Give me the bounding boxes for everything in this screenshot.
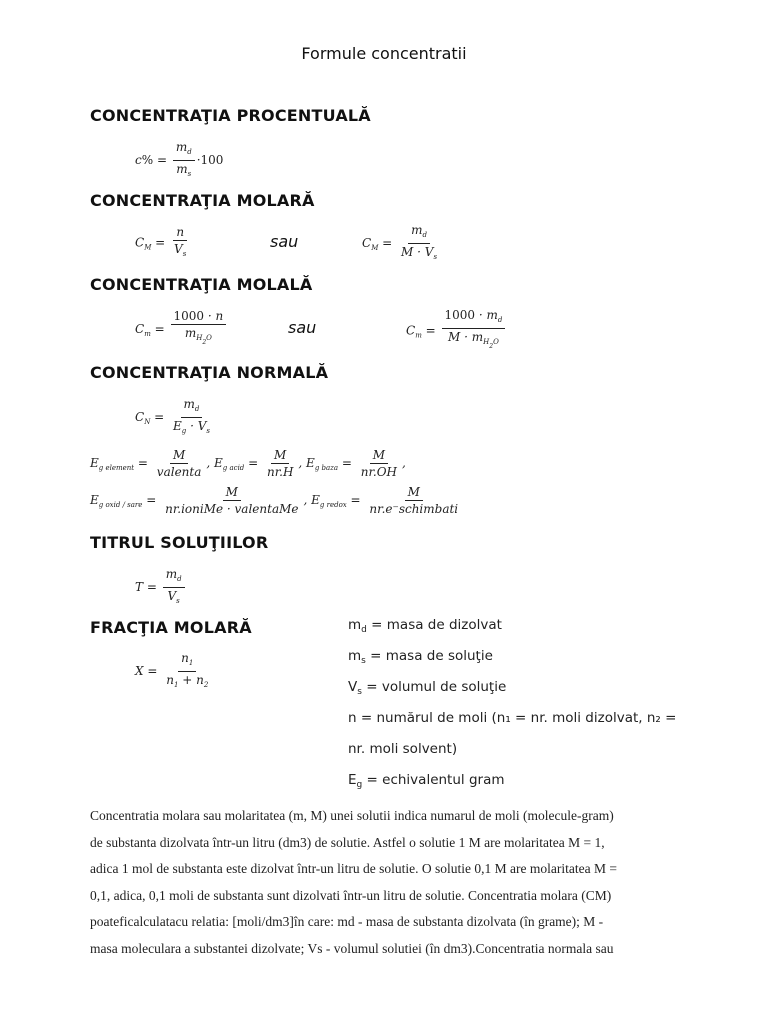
heading-titrul: TITRUL SOLUŢIILOR [90, 533, 269, 552]
heading-normala: CONCENTRAŢIA NORMALĂ [90, 363, 329, 382]
formula-normal: $C_N$ = $\frac{m_d}{E_g \cdot V_s}$ [135, 397, 210, 435]
legend-item: nr. moli solvent) [348, 741, 458, 757]
formula-percent-concentration: c% = $\frac{m_d}{m_s}$ ·100 [135, 140, 224, 178]
sau-label-molara: sau [270, 232, 299, 251]
legend-item: $m_d$ = masa de dizolvat [348, 617, 502, 635]
paragraph-line: Concentratia molara sau molaritatea (m, M) unei solutii indica numarul de moli (molecule-gram) [90, 808, 614, 823]
legend-list [348, 612, 676, 798]
heading-procentuala: CONCENTRAŢIA PROCENTUALĂ [90, 106, 371, 125]
formula-equivalents-row-1: $E_{g element}$ = $\frac{M}{\text{valenta}}$ , $E_{g acid}$ = $\frac{M}{nr.H}$ , $E_{g baza}$ = $\frac{M}{nr.OH}$ , [90, 448, 406, 479]
formula-molar-2: $C_M$ = $\frac{m_d}{M \cdot V_s}$ [362, 223, 438, 261]
paragraph-line: adica 1 mol de substanta este dizolvat într-un litru de solutie. O solutie 0,1 M are molaritatea M = [90, 861, 617, 877]
formula-molal-2: $C_m$ = $\frac{1000 \cdot m_d}{M \cdot m_{H2O}}$ [406, 308, 507, 354]
paragraph-line: 0,1, adica, 0,1 moli de substanta sunt dizolvati într-un litru de solutie. Concentratia molara (CM) [90, 887, 612, 903]
sau-label-molala: sau [288, 318, 317, 337]
legend-item: $E_g$ = echivalentul gram [348, 772, 505, 790]
heading-molara: CONCENTRAŢIA MOLARĂ [90, 191, 315, 210]
formula-titre: T = $\frac{m_d}{V_s}$ [135, 567, 187, 608]
body-paragraph [90, 803, 690, 963]
paragraph-line: de substanta dizolvata într-un litru (dm3) de solutie. Astfel o solutie 1 M are molaritatea M = 1, [90, 834, 605, 850]
legend-item: n = numărul de moli (n₁ = nr. moli dizolvat, n₂ = [348, 710, 677, 726]
legend-item: $V_s$ = volumul de soluţie [348, 679, 507, 697]
legend-item: $m_s$ = masa de soluţie [348, 648, 493, 666]
paragraph-line: masa moleculara a substantei dizolvate; Vs - volumul solutiei (în dm3).Concentratia normala sau [90, 940, 614, 956]
paragraph-line: poateficalculatacu relatia: [moli/dm3]în care: md - masa de substanta dizolvata (în grame); M - [90, 914, 604, 930]
formula-molal-1: $C_m$ = $\frac{1000 \cdot n}{m_{H2O}}$ [135, 309, 228, 350]
formula-equivalents-row-2: $E_{g oxid / sare}$ = $\frac{M}{\text{nr.ioniMe · valentaMe}}$ , $E_{g redox}$ = $\frac{M}{\text{nr.e⁻schimbati}}$ [90, 485, 459, 516]
heading-fractia: FRACŢIA MOLARĂ [90, 618, 252, 637]
formula-molar-1: $C_M$ = $\frac{n}{V_s}$ [135, 225, 187, 258]
page-title: Formule concentratii [301, 44, 467, 63]
formula-mole-fraction: X = $\frac{n_1}{n_1 + n_2}$ [135, 651, 209, 689]
heading-molala: CONCENTRAŢIA MOLALĂ [90, 275, 313, 294]
